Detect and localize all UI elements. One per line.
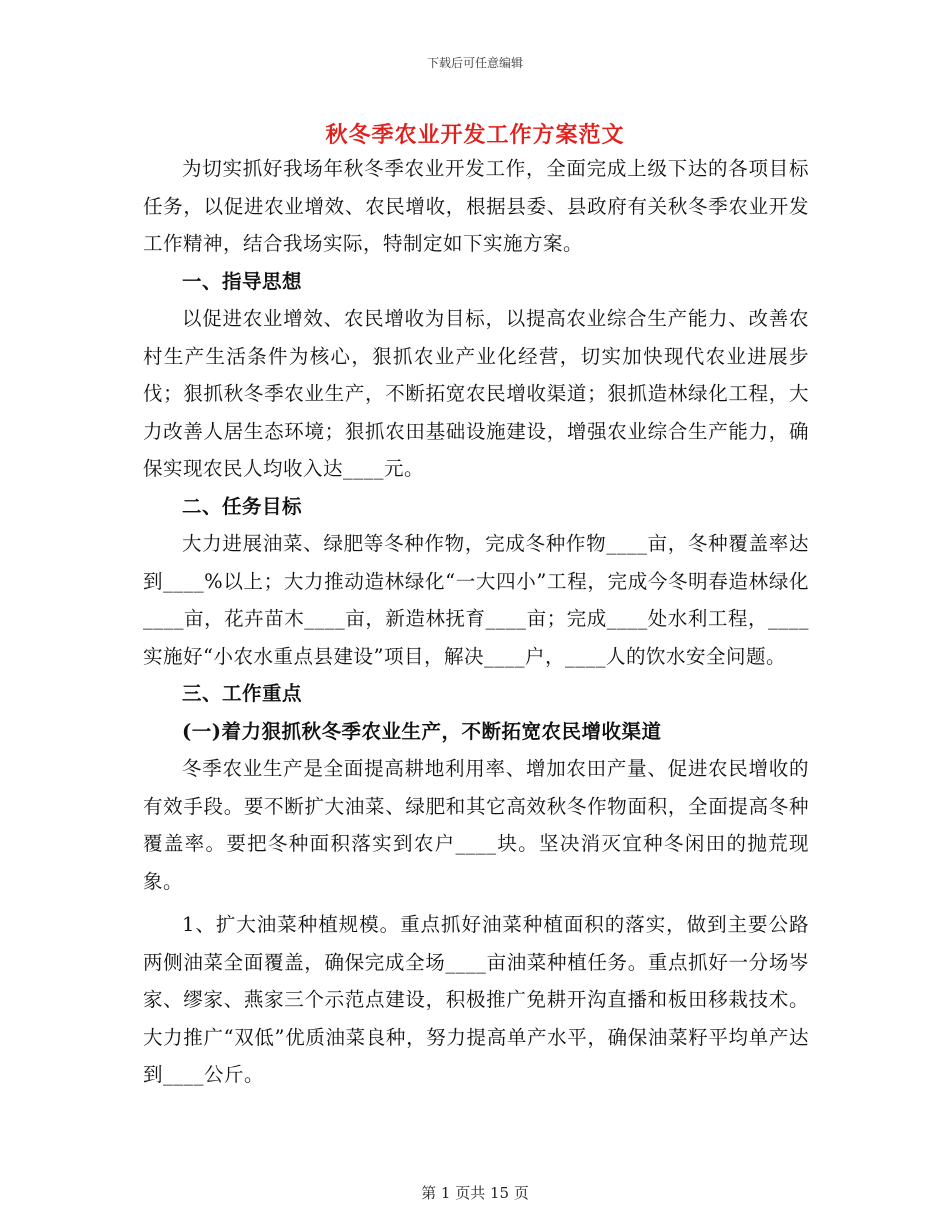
- section-heading-task-targets: 二、任务目标: [182, 494, 303, 518]
- page-header-note: 下载后可任意编辑: [426, 56, 523, 70]
- page-number: 第 1 页共 15 页: [421, 1184, 529, 1202]
- document-body: [143, 150, 809, 1094]
- section-heading-work-focus: 三、工作重点: [182, 682, 303, 705]
- guiding-ideology-paragraph: 以促进农业增效、农民增收为目标，以提高农业综合生产能力、改善农村生产生活条件为核心，狠抓农业产业化经营，切实加快现代农业进展步伐；狠抓秋冬季农业生产，不断拓宽农民增收渠道；狠抓造林绿化工程，大力改善人居生态环境；狠抓农田基础设施建设，增强农业综合生产能力，确保实现农民人均收入达____元。: [143, 307, 809, 480]
- rapeseed-planting-paragraph: 1、扩大油菜种植规模。重点抓好油菜种植面积的落实，做到主要公路两侧油菜全面覆盖，确保完成全场____亩油菜种植任务。重点抓好一分场岑家、缪家、燕家三个示范点建设，积极推广免耕开沟直播和板田移栽技术。大力推广“双低”优质油菜良种，努力提高单产水平，确保油菜籽平均单产达到____公斤。: [143, 913, 809, 1086]
- document-title: 秋冬季农业开发工作方案范文: [325, 122, 625, 148]
- winter-production-paragraph: 冬季农业生产是全面提高耕地利用率、增加农田产量、促进农民增收的有效手段。要不断扩大油菜、绿肥和其它高效秋冬作物面积，全面提高冬种覆盖率。要把冬种面积落实到农户____块。坚决消灭宜种冬闲田的抛荒现象。: [143, 757, 809, 893]
- intro-paragraph: 为切实抓好我场年秋冬季农业开发工作，全面完成上级下达的各项目标任务，以促进农业增效、农民增收，根据县委、县政府有关秋冬季农业开发工作精神，结合我场实际，特制定如下实施方案。: [143, 157, 809, 255]
- section-heading-guiding-ideology: 一、指导思想: [182, 269, 303, 293]
- subsection-heading-autumn-winter-production: (一)着力狠抓秋冬季农业生产，不断拓宽农民增收渠道: [182, 719, 662, 743]
- task-targets-paragraph: 大力进展油菜、绿肥等冬种作物，完成冬种作物____亩，冬种覆盖率达到____%以上；大力推动造林绿化“一大四小”工程，完成今冬明春造林绿化____亩，花卉苗木____亩，新造林抚育____亩；完成____处水利工程，____实施好“小农水重点县建设”项目，解决____户，____人的饮水安全问题。: [143, 532, 809, 668]
